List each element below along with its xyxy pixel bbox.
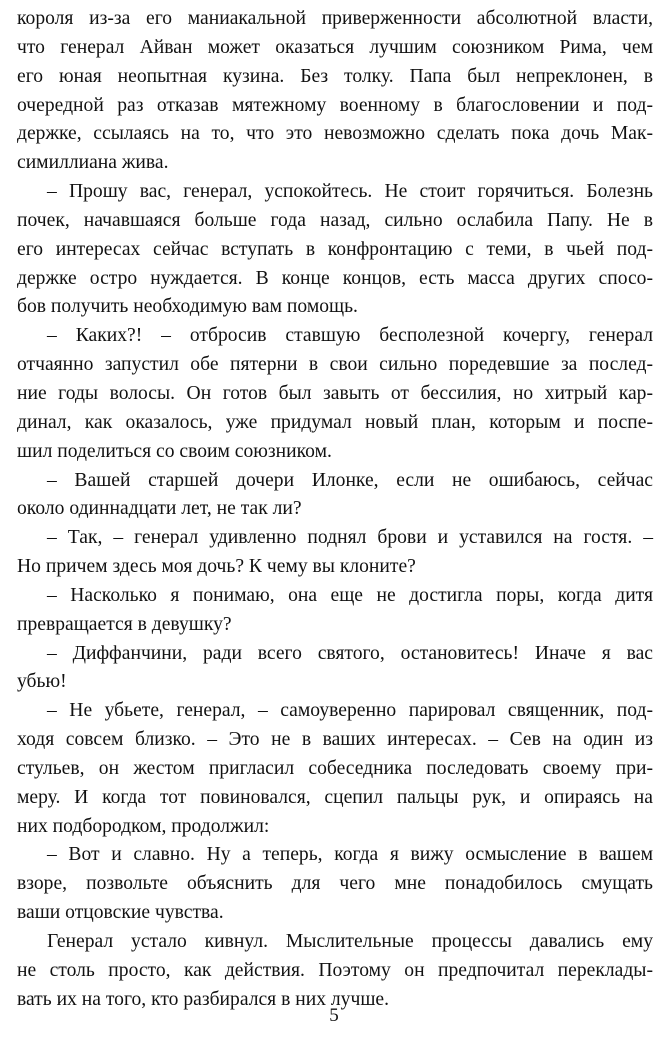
text-line: его юная неопытная кузина. Без толку. Папа был непреклонен, в — [17, 65, 653, 87]
text-line: – Насколько я понимаю, она еще не достигла поры, когда дитя — [47, 584, 653, 606]
text-line: его интересах сейчас вступать в конфронтацию с теми, в чьей под- — [17, 238, 653, 260]
text-line: бов получить необходимую вам помощь. — [17, 296, 358, 318]
text-line: убью! — [17, 671, 67, 693]
text-line: взоре, позвольте объяснить для чего мне понадобилось смущать — [17, 873, 653, 895]
text-line: – Каких?! – отбросив ставшую бесполезной кочергу, генерал — [47, 325, 653, 347]
text-line: короля из-за его маниакальной приверженности абсолютной власти, — [17, 8, 653, 29]
text-line: держке остро нуждается. В конце концов, есть масса других спосо- — [17, 267, 653, 289]
text-line: Генерал устало кивнул. Мыслительные процессы давались ему — [47, 931, 653, 952]
text-line: – Вашей старшей дочери Илонке, если не ошибаюсь, сейчас — [47, 469, 653, 491]
text-line: превращается в девушку? — [17, 613, 232, 635]
text-line: – Так, – генерал удивленно поднял брови и уставился на гостя. – — [47, 527, 653, 549]
text-line: симиллиана жива. — [17, 152, 169, 174]
text-line: шил поделиться со своим союзником. — [17, 440, 332, 462]
text-line: держке, ссылаясь на то, что это невозможно сделать пока дочь Мак- — [17, 123, 653, 145]
text-line: ваши отцовские чувства. — [17, 902, 224, 924]
text-line: них подбородком, продолжил: — [17, 815, 270, 837]
text-line: стульев, он жестом пригласил собеседника последовать своему при- — [17, 757, 653, 779]
text-line: не столь просто, как действия. Поэтому он предпочитал переклады- — [17, 959, 653, 981]
text-line: вать их на того, кто разбирался в них лучше. — [17, 988, 390, 1010]
text-line: что генерал Айван может оказаться лучшим союзником Рима, чем — [17, 36, 653, 58]
text-line: отчаянно запустил обе пятерни в свои сильно поредевшие за послед- — [17, 354, 653, 376]
text-line: меру. И когда тот повиновался, сцепил пальцы рук, и опираясь на — [17, 786, 653, 808]
text-line: очередной раз отказав мятежному военному в благословении и под- — [17, 94, 653, 116]
text-line: ние годы волосы. Он готов был завыть от бессилия, но хитрый кар- — [17, 382, 653, 404]
page-text — [17, 5, 653, 1015]
text-line: – Не убьете, генерал, – самоуверенно парировал священник, под- — [47, 700, 653, 722]
text-line: ходя совсем близко. – Это не в ваших интересах. – Сев на один из — [17, 729, 653, 751]
page-number: 5 — [329, 1005, 339, 1026]
text-line: – Прошу вас, генерал, успокойтесь. Не стоит горячиться. Болезнь — [47, 181, 653, 203]
text-line: динал, как оказалось, уже придумал новый план, которым и поспе- — [17, 411, 653, 433]
text-line: около одиннадцати лет, не так ли? — [17, 498, 302, 520]
text-line: почек, начавшаяся больше года назад, сильно ослабила Папу. Не в — [17, 209, 653, 231]
text-line: – Диффанчини, ради всего святого, остановитесь! Иначе я вас — [47, 642, 653, 664]
text-line: Но причем здесь моя дочь? К чему вы клоните? — [17, 556, 416, 578]
text-line: – Вот и славно. Ну а теперь, когда я вижу осмысление в вашем — [47, 844, 653, 866]
